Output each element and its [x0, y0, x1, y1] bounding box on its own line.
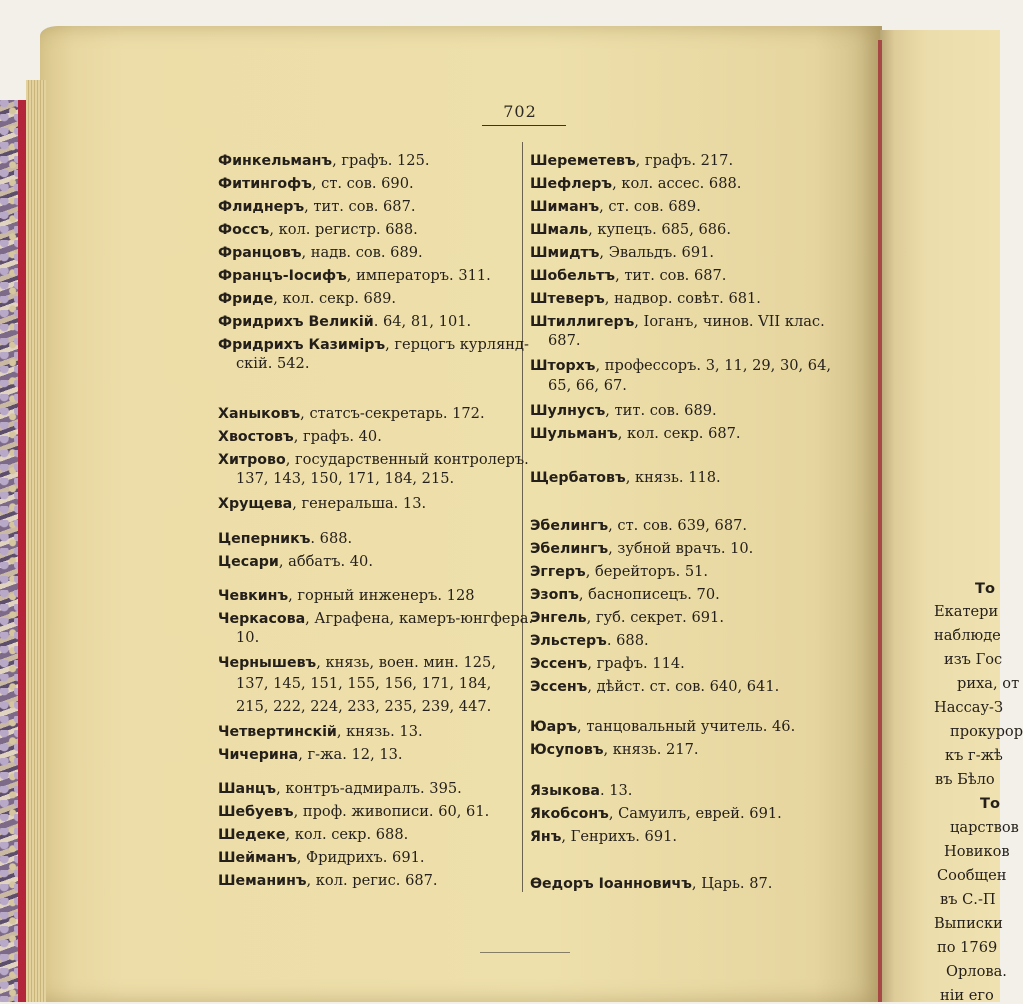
entry-name: Чевкинъ [218, 588, 289, 604]
entry-details: , Фридрихъ. 691. [296, 849, 425, 866]
entry-name: Ѳедоръ Іоанновичъ [530, 876, 692, 892]
entry-name: Шмаль [530, 222, 589, 238]
left-entry [218, 778, 462, 800]
left-entry [218, 334, 529, 356]
entry-details: , берейторъ. 51. [585, 563, 709, 580]
right-entry [530, 196, 701, 218]
entry-details: , кол. ассес. 688. [612, 175, 742, 192]
entry-details: , г-жа. 12, 13. [298, 746, 403, 763]
right-page-fragment: риха, от [957, 675, 1020, 692]
left-entry [218, 493, 426, 515]
entry-details: , зубной врачъ. 10. [608, 540, 754, 557]
left-entry [218, 173, 414, 195]
right-entry [530, 653, 685, 675]
entry-name: Шмидтъ [530, 245, 600, 261]
left-entry [218, 551, 373, 573]
left-entry [218, 847, 425, 869]
entry-name: Фриде [218, 291, 274, 307]
entry-details: , контръ-адмиралъ. 395. [276, 780, 462, 797]
right-page-fragment: Сообщен [937, 867, 1007, 884]
right-entry [530, 584, 720, 606]
entry-details: , Іоганъ, чинов. VII клас. [634, 313, 825, 330]
entry-details: , ст. сов. 639, 687. [608, 517, 748, 534]
entry-name: Чичерина [218, 747, 299, 763]
entry-name: Фоссъ [218, 222, 270, 238]
entry-details: , губ. секрет. 691. [586, 609, 724, 626]
entry-details: , Аграфена, камеръ-юнгфера. [305, 610, 534, 627]
right-entry [530, 355, 831, 377]
entry-name: Фридрихъ Казиміръ [218, 337, 386, 353]
left-entry [218, 150, 430, 172]
entry-name: Шефлеръ [530, 176, 613, 192]
entry-name: Фридрихъ Великій [218, 314, 374, 330]
right-page-fragment: Екатери [934, 603, 999, 620]
right-entry [530, 219, 731, 241]
left-entry [218, 196, 416, 218]
right-entry [530, 311, 825, 333]
entry-name: Эбелингъ [530, 518, 609, 534]
entry-name: Цесари [218, 554, 279, 570]
entry-name: Шебуевъ [218, 804, 294, 820]
entry-name: Францъ-Іосифъ [218, 268, 347, 284]
right-page-fragment: царствов [950, 819, 1019, 836]
left-entry [218, 426, 382, 448]
left-entry [218, 585, 475, 607]
entry-name: Эзопъ [530, 587, 579, 603]
right-entry [530, 150, 733, 172]
left-entry [218, 652, 496, 674]
entry-details: , князь. 118. [625, 469, 721, 486]
entry-details: , баснописецъ. 70. [578, 586, 720, 603]
entry-details: , Царь. 87. [691, 875, 773, 892]
right-page-fragment: къ г-жѣ [945, 747, 1003, 764]
right-page-fragment: въ С.-П [940, 891, 996, 908]
entry-details: , императоръ. 311. [346, 267, 491, 284]
entry-continuation: скій. 542. [236, 355, 310, 372]
right-page-fragment: изъ Гос [944, 651, 1003, 668]
right-entry [530, 173, 741, 195]
right-entry [530, 561, 708, 583]
entry-name: Эльстеръ [530, 633, 607, 649]
right-entry [530, 242, 714, 264]
right-page-fragment: Орлова. [946, 963, 1007, 980]
entry-details: . 64, 81, 101. [373, 313, 472, 330]
right-entry [530, 265, 726, 287]
entry-name: Энгель [530, 610, 587, 626]
entry-name: Хвостовъ [218, 429, 294, 445]
left-entry [218, 449, 529, 471]
entry-name: Шейманъ [218, 850, 297, 866]
entry-name: Шульманъ [530, 426, 618, 442]
left-entry [218, 311, 471, 333]
entry-continuation: 687. [548, 332, 581, 349]
left-entry [218, 219, 418, 241]
left-page [40, 26, 882, 1002]
entry-name: Шулнусъ [530, 403, 606, 419]
page-edges [26, 80, 46, 1002]
entry-continuation: 137, 145, 151, 155, 156, 171, 184, [236, 675, 492, 692]
right-page-fragment: То [980, 795, 1000, 812]
entry-details: , кол. секр. 687. [617, 425, 741, 442]
column-divider [522, 142, 523, 892]
entry-name: Якобсонъ [530, 806, 609, 822]
left-entry [218, 744, 403, 766]
right-page-fragment: нiи его [940, 987, 994, 1004]
entry-details: , князь. 13. [336, 723, 423, 740]
entry-details: , горный инженеръ. 128 [288, 587, 475, 604]
right-page-fragment: Выписки [934, 915, 1003, 932]
entry-name: Языкова [530, 783, 600, 799]
entry-name: Эссенъ [530, 656, 588, 672]
entry-name: Эбелингъ [530, 541, 609, 557]
entry-details: , графъ. 40. [293, 428, 382, 445]
right-entry [530, 826, 677, 848]
entry-continuation: 65, 66, 67. [548, 377, 627, 394]
entry-details: , надв. сов. 689. [301, 244, 423, 261]
right-entry [530, 780, 632, 802]
right-page-fragment: прокурор [950, 723, 1023, 740]
right-entry [530, 873, 772, 895]
left-entry [218, 265, 491, 287]
left-entry [218, 870, 438, 892]
entry-name: Финкельманъ [218, 153, 333, 169]
entry-details: , Эвальдъ. 691. [599, 244, 715, 261]
right-entry [530, 288, 761, 310]
entry-name: Фитингофъ [218, 176, 312, 192]
right-entry [530, 676, 779, 698]
entry-name: Хрущева [218, 496, 293, 512]
entry-name: Ханыковъ [218, 406, 301, 422]
left-entry [218, 403, 485, 425]
entry-details: , дѣйст. ст. сов. 640, 641. [587, 678, 780, 695]
right-page-fragment: по 1769 [937, 939, 998, 956]
entry-details: , профессоръ. 3, 11, 29, 30, 64, [595, 357, 832, 374]
entry-name: Юсуповъ [530, 742, 604, 758]
entry-name: Чернышевъ [218, 655, 317, 671]
entry-details: , кол. секр. 689. [273, 290, 397, 307]
entry-details: , герцогъ курлянд- [385, 336, 529, 353]
entry-name: Шиманъ [530, 199, 600, 215]
entry-details: , статсъ-секретарь. 172. [300, 405, 485, 422]
left-entry [218, 288, 396, 310]
entry-details: , графъ. 217. [635, 152, 734, 169]
entry-name: Юаръ [530, 719, 578, 735]
entry-details: . 13. [599, 782, 633, 799]
entry-details: , князь. 217. [603, 741, 699, 758]
entry-details: , тит. сов. 687. [304, 198, 416, 215]
entry-name: Хитрово [218, 452, 286, 468]
entry-name: Флиднеръ [218, 199, 305, 215]
entry-name: Черкасова [218, 611, 306, 627]
right-entry [530, 515, 747, 537]
entry-details: , государственный контролеръ. [285, 451, 529, 468]
left-entry [218, 824, 408, 846]
entry-name: Шторхъ [530, 358, 596, 374]
entry-details: , танцовальный учитель. 46. [577, 718, 796, 735]
entry-details: , графъ. 114. [587, 655, 685, 672]
left-entry [218, 242, 423, 264]
right-page-fragment: въ Бѣло [935, 771, 995, 788]
entry-details: , кол. регистр. 688. [269, 221, 418, 238]
left-entry [218, 608, 533, 630]
entry-name: Шереметевъ [530, 153, 636, 169]
entry-details: . 688. [310, 530, 353, 547]
entry-name: Штиллигеръ [530, 314, 635, 330]
entry-details: , Самуилъ, еврей. 691. [608, 805, 782, 822]
entry-details: , ст. сов. 689. [599, 198, 701, 215]
entry-details: . 688. [606, 632, 649, 649]
left-entry [218, 801, 489, 823]
entry-name: Щербатовъ [530, 470, 626, 486]
right-page-fragment: наблюде [934, 627, 1001, 644]
entry-details: , тит. сов. 687. [615, 267, 727, 284]
entry-name: Цеперникъ [218, 531, 311, 547]
spine-edge [18, 100, 26, 1002]
entry-name: Штеверъ [530, 291, 605, 307]
entry-details: , купецъ. 685, 686. [588, 221, 731, 238]
entry-name: Четвертинскій [218, 724, 337, 740]
entry-name: Янъ [530, 829, 562, 845]
left-entry [218, 528, 352, 550]
entry-details: , генеральша. 13. [292, 495, 427, 512]
right-entry [530, 739, 699, 761]
entry-continuation: 137, 143, 150, 171, 184, 215. [236, 470, 455, 487]
entry-details: , князь, воен. мин. 125, [316, 654, 496, 671]
entry-details: , аббатъ. 40. [278, 553, 373, 570]
right-entry [530, 467, 721, 489]
right-page-fragment: То [975, 580, 995, 597]
entry-details: , кол. регис. 687. [306, 872, 438, 889]
entry-details: , Генрихъ. 691. [561, 828, 678, 845]
right-page-fragment: Новиков [944, 843, 1010, 860]
entry-details: , кол. секр. 688. [285, 826, 409, 843]
entry-name: Шобельтъ [530, 268, 616, 284]
entry-name: Эссенъ [530, 679, 588, 695]
entry-details: , ст. сов. 690. [311, 175, 414, 192]
entry-name: Шедеке [218, 827, 286, 843]
entry-name: Францовъ [218, 245, 302, 261]
bottom-rule [480, 952, 570, 953]
entry-name: Шеманинъ [218, 873, 307, 889]
page-number-rule [482, 125, 566, 126]
right-entry [530, 630, 649, 652]
entry-details: , тит. сов. 689. [605, 402, 717, 419]
entry-details: , графъ. 125. [332, 152, 430, 169]
right-entry [530, 607, 724, 629]
right-entry [530, 423, 741, 445]
right-entry [530, 400, 717, 422]
right-entry [530, 716, 795, 738]
entry-details: , проф. живописи. 60, 61. [293, 803, 490, 820]
entry-continuation: 215, 222, 224, 233, 235, 239, 447. [236, 698, 492, 715]
right-entry [530, 538, 753, 560]
left-entry [218, 721, 423, 743]
page-number: 702 [503, 102, 537, 121]
entry-continuation: 10. [236, 629, 260, 646]
entry-name: Эггеръ [530, 564, 586, 580]
right-page-edge [878, 40, 882, 1002]
entry-details: , надвор. совѣт. 681. [604, 290, 761, 307]
entry-name: Шанцъ [218, 781, 277, 797]
right-page-fragment: Нассау-З [934, 699, 1004, 716]
right-entry [530, 803, 782, 825]
